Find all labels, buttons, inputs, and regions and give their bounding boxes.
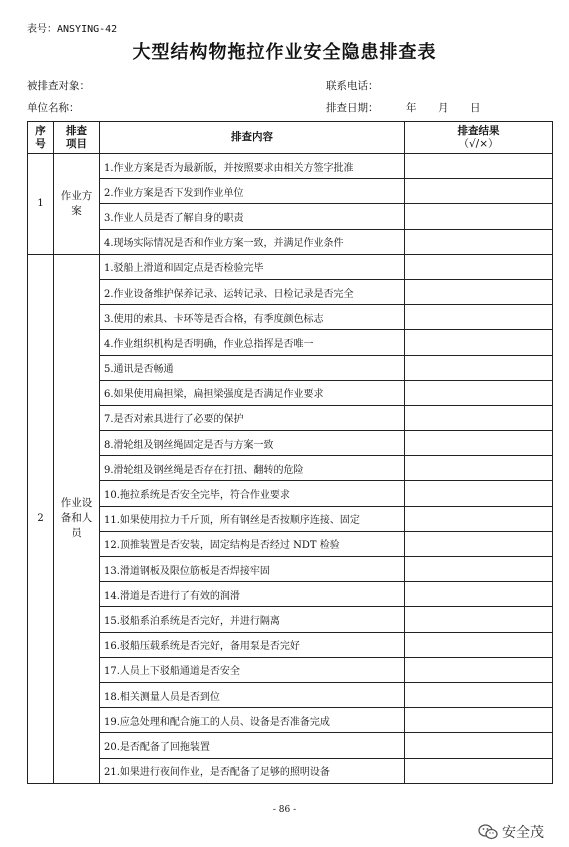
inspection-item: 9.滑轮组及钢丝绳是否存在打扭、翻转的危险 [100,456,405,481]
group-seq-cell: 2 [28,254,54,783]
table-row [28,557,553,582]
table-row [28,380,553,405]
result-cell[interactable] [405,229,553,254]
table-row [28,481,553,506]
inspection-item: 4.现场实际情况是否和作业方案一致，并满足作业条件 [100,229,405,254]
table-row [28,431,553,456]
result-cell[interactable] [405,405,553,430]
inspection-item: 10.拖拉系统是否安全完毕，符合作业要求 [100,481,405,506]
result-cell[interactable] [405,632,553,657]
result-cell[interactable] [405,557,553,582]
result-cell[interactable] [405,708,553,733]
inspection-item: 5.通讯是否畅通 [100,355,405,380]
result-header [405,122,553,154]
result-cell[interactable] [405,154,553,179]
result-cell[interactable] [405,682,553,707]
group-seq-cell: 1 [28,154,54,255]
table-row [28,657,553,682]
inspection-item: 11.如果使用拉力千斤顶，所有钢丝是否按顺序连接、固定 [100,506,405,531]
seq-header [28,122,54,154]
page-title: 大型结构物拖拉作业安全隐患排查表 [132,42,437,63]
item-header [54,122,100,154]
table-row [28,733,553,758]
page-number: - 86 - [272,805,297,815]
table-row [28,355,553,380]
inspection-item: 15.驳船系泊系统是否完好，并进行隔离 [100,607,405,632]
date-year: 年 [406,102,417,114]
table-row [28,582,553,607]
table-row [28,405,553,430]
inspection-item: 14.滑道是否进行了有效的润滑 [100,582,405,607]
group-category-label: 作业设备和人员 [60,497,93,540]
table-row [28,607,553,632]
contact-phone-label: 联系电话： [326,80,379,92]
result-cell[interactable] [405,204,553,229]
group-category-cell [54,154,100,255]
inspection-item: 3.使用的索具、卡环等是否合格，有季度颜色标志 [100,305,405,330]
table-row [28,204,553,229]
table-row [28,456,553,481]
table-row [28,682,553,707]
inspection-item: 16.驳船压载系统是否完好，备用泵是否完好 [100,632,405,657]
table-header-row [28,122,553,154]
table-row [28,279,553,304]
result-cell[interactable] [405,254,553,279]
table-row [28,179,553,204]
result-cell[interactable] [405,355,553,380]
seq-header-line2: 号 [35,137,46,150]
result-cell[interactable] [405,330,553,355]
unit-name-label: 单位名称： [27,102,80,114]
inspection-item: 13.滑道钢板及限位筋板是否焊接牢固 [100,557,405,582]
inspection-item: 1.驳船上滑道和固定点是否检验完毕 [100,254,405,279]
inspection-item: 1.作业方案是否为最新版，并按照要求由相关方签字批准 [100,154,405,179]
result-header-line2: （√/×） [458,137,499,150]
table-row [28,330,553,355]
table-row [28,254,553,279]
result-cell[interactable] [405,582,553,607]
inspection-item: 2.作业方案是否下发到作业单位 [100,179,405,204]
content-header: 排查内容 [100,122,405,154]
inspection-item: 3.作业人员是否了解自身的职责 [100,204,405,229]
result-cell[interactable] [405,380,553,405]
inspection-date-label: 排查日期： [326,102,379,114]
result-cell[interactable] [405,506,553,531]
table-row [28,154,553,179]
inspection-item: 7.是否对索具进行了必要的保护 [100,405,405,430]
result-cell[interactable] [405,657,553,682]
result-cell[interactable] [405,431,553,456]
result-cell[interactable] [405,758,553,783]
result-cell[interactable] [405,179,553,204]
inspection-item: 12.顶推装置是否安装，固定结构是否经过 NDT 检验 [100,531,405,556]
watermark-text: 安全茂 [502,825,544,841]
inspection-item: 8.滑轮组及钢丝绳固定是否与方案一致 [100,431,405,456]
inspection-item: 2.作业设备维护保养记录、运转记录、日检记录是否完全 [100,279,405,304]
table-row [28,305,553,330]
seq-header-line1: 序 [35,124,46,137]
table-row [28,229,553,254]
result-cell[interactable] [405,305,553,330]
result-cell[interactable] [405,733,553,758]
watermark [478,822,544,842]
inspection-item: 21.如果进行夜间作业，是否配备了足够的照明设备 [100,758,405,783]
table-row [28,531,553,556]
inspection-item: 17.人员上下驳船通道是否安全 [100,657,405,682]
inspection-item: 20.是否配备了回拖装置 [100,733,405,758]
date-month: 月 [438,102,449,114]
result-cell[interactable] [405,607,553,632]
inspection-item: 6.如果使用扁担梁，扁担梁强度是否满足作业要求 [100,380,405,405]
result-cell[interactable] [405,481,553,506]
table-body [28,154,553,784]
group-category-label: 作业方案 [60,189,93,217]
form-number: 表号：ANSYING-42 [27,24,118,35]
table-row [28,506,553,531]
item-header-line2: 项目 [66,137,87,150]
result-header-line1: 排查结果 [457,124,500,137]
inspection-item: 19.应急处理和配合施工的人员、设备是否准备完成 [100,708,405,733]
group-category-cell [54,254,100,783]
inspection-item: 4.作业组织机构是否明确，作业总指挥是否唯一 [100,330,405,355]
inspected-object-label: 被排查对象： [27,80,90,92]
result-cell[interactable] [405,279,553,304]
table-row [28,758,553,783]
inspection-item: 18.相关测量人员是否到位 [100,682,405,707]
result-cell[interactable] [405,456,553,481]
inspection-table [27,121,553,784]
table-row [28,708,553,733]
wechat-icon [478,824,498,840]
table-row [28,632,553,657]
item-header-line1: 排查 [66,124,87,137]
result-cell[interactable] [405,531,553,556]
date-day: 日 [470,102,481,114]
